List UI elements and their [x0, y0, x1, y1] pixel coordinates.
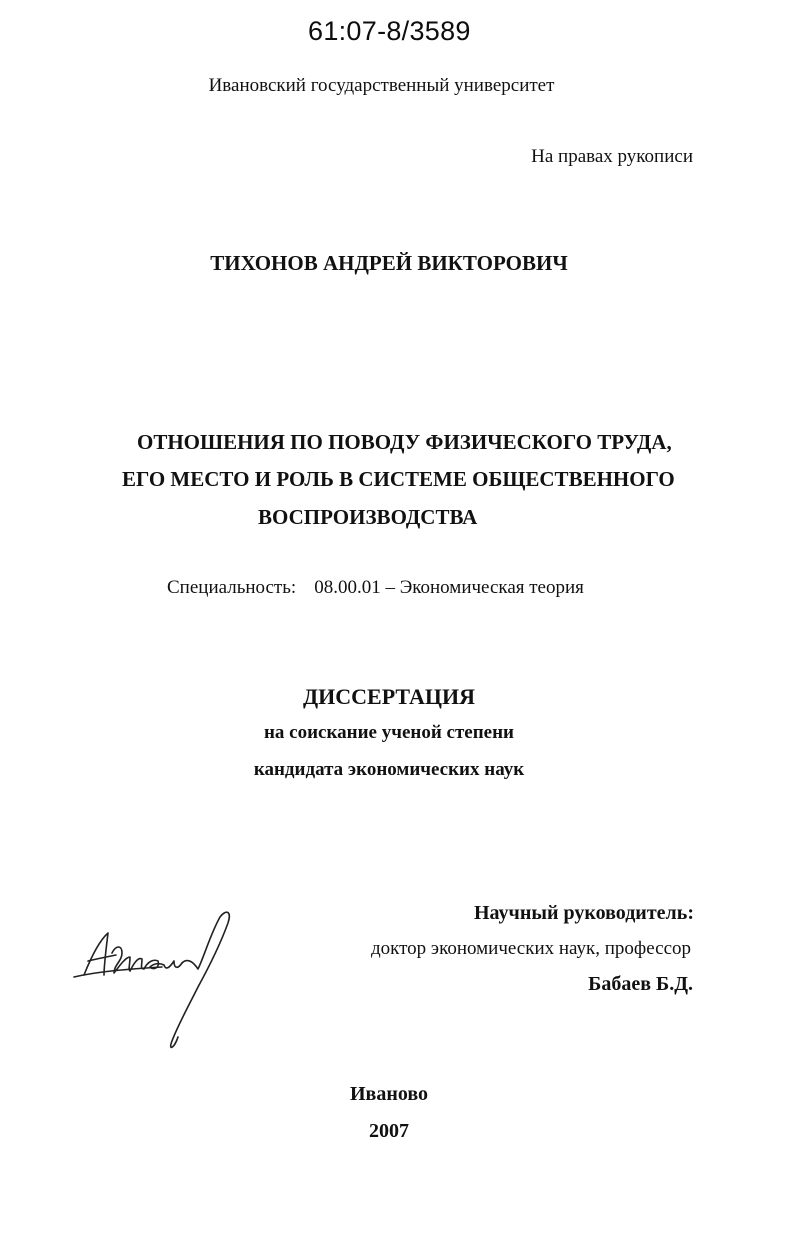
city: Иваново	[349, 1083, 429, 1105]
author-name: ТИХОНОВ АНДРЕЙ ВИКТОРОВИЧ	[210, 251, 568, 275]
supervisor-name: Бабаев Б.Д.	[588, 973, 693, 995]
specialty-label: Специальность:	[167, 577, 297, 598]
degree-line-2: кандидата экономических наук	[253, 759, 525, 780]
specialty-line	[167, 577, 584, 599]
archive-code: 61:07-8/3589	[308, 16, 471, 46]
degree-line-1: на соискание ученой степени	[263, 722, 514, 743]
year-line	[0, 1120, 793, 1143]
degree-line-2-wrap	[0, 759, 793, 781]
university-line	[0, 75, 793, 97]
thesis-title-line-1: ОТНОШЕНИЯ ПО ПОВОДУ ФИЗИЧЕСКОГО ТРУДА,	[137, 430, 672, 454]
degree-line-1-wrap	[0, 722, 793, 744]
supervisor-degree: доктор экономических наук, профессор	[370, 938, 691, 959]
document-type: ДИССЕРТАЦИЯ	[303, 684, 475, 709]
supervisor-label: Научный руководитель:	[474, 902, 694, 924]
city-line	[0, 1083, 793, 1106]
author-line	[0, 251, 793, 276]
university-name: Ивановский государственный университет	[208, 75, 555, 96]
manuscript-rights: На правах рукописи	[531, 146, 693, 167]
thesis-title-line-3: ВОСПРОИЗВОДСТВА	[258, 505, 478, 529]
specialty-value: 08.00.01 – Экономическая теория	[314, 577, 584, 598]
year: 2007	[369, 1120, 409, 1142]
handwritten-signature-icon	[70, 905, 250, 1055]
thesis-title-line-2: ЕГО МЕСТО И РОЛЬ В СИСТЕМЕ ОБЩЕСТВЕННОГО	[122, 467, 675, 491]
document-type-line	[0, 684, 793, 710]
